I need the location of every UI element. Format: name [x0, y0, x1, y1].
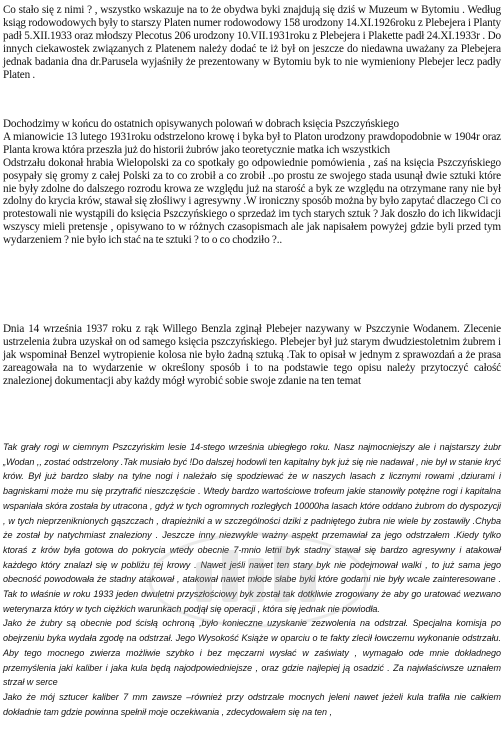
paragraph-text: Odstrzału dokonał hrabia Wielopolski za co spotkały go odpowiednie pomówienia , zaś na księcia Pszczyńskiego posypały się gromy z całej Polski za to co zrobił a co zrobił ..po prostu ze swojego stada usunął dwie sztuki które nie były zdolne do dalszego rozrodu krowa ze względu już na starość a byk ze względu na otrzymane rany nie był zdolny do krycia krów, stawał się złośliwy i agresywny .W ironiczny sposób można by było zapytać dlaczego Ci co protestowali nie wystąpili do księcia Pszczyńskiego o sprzedaż im tych starych sztuk ? Jak doszło do ich likwidacji wszyscy mieli pretensje , opisywano to w różnych czasopismach ale jak napisałem powyżej gdzie byli przed tym wydarzeniem ? nie było ich stać na te sztuki ? to o co chodziło ?..: [3, 156, 501, 247]
paragraph-heading-line: Dochodzimy w końcu do ostatnich opisywanych polowań w dobrach księcia Pszczyńskiego: [3, 118, 399, 130]
quote-paragraph: Jako że żubry są obecnie pod ścisłą ochroną ,było konieczne uzyskanie zezwolenia na odstrzał. Specjalna komisja po obejrzeniu byka wydała zgodę na odstrzał. Jego Wysokość Książe w oparciu o te fakty zlecił łowczemu wykonanie odstrzału. Aby tego mocnego zwierza możliwie szybko i bez męczarni wysłać w zaświaty , wymagało ode mnie dokładnego przemyślenia jaki kaliber i jaka kula będą najodpowiedniejsze , oraz gdzie najlepiej ją osadzić . Za najwłaściwsze uznałem strzał w serce: [3, 618, 501, 688]
quote-paragraph: Tak grały rogi w ciemnym Pszczyńskim lesie 14-stego września ubiegłego roku. Nasz najmocniejszy ale i najstarszy żubr „Wodan ,, zostać odstrzelony .Tak musiało być !Do dalszej hodowli ten kapitalny byk już się nie nadawał , nie był w stanie kryć krów. Był już bardzo słaby na tylne nogi i należało się spodziewać że w naszych lasach z licznymi rowami ,dziurami i bagniskami może mu się przytrafić nieszczęście . Wtedy bardzo wartościowe trofeum jakie stanowiły potężne rogi i kapitalna wspaniała skóra została by utracona , gdyż w tych ogromnych rozległych 10000ha lasach które oddano żubrom do dyspozycji , w tych nieprzeniknionych gąszczach , drapieżniki a w szczególności dziki z padniętego żubra nie wiele by zostawiły .Chyba że został by natychmiast znaleziony . Jeszcze inny niezwykle ważny aspekt przemawiał za jego odstrzałem .Kiedy tylko ktoraś z krów była gotowa do pokrycia wtedy obecnie 7-mnio letni byk stadny stawał się bardzo agresywny i atakował każdego który znalazł się w pobliżu tej krowy . Nawet jeśli nawet ten stary byk nie podejmował walki , to już sama jego obecność powodowała że stadny atakował , atakował nawet młode słabe byki które godami nie były wcale zainteresowane . Tak to właśnie w roku 1933 jeden dwuletni przyszłościowy byk został tak dotkliwie zrogowany że aby go uratować wezwano weterynarza który w tych ciężkich warunkach podjął się operacji , która się jednak nie powiodła.: [3, 442, 501, 614]
paragraph-text: Co stało się z nimi ? , wszystko wskazuje na to że obydwa byki znajdują się dziś w Muzeum w Bytomiu . Według ksiąg rodowodowych były to starszy Platen numer rodowodowy 158 urodzony 14.XI.1926roku z Plebejera i Planty padł 5.XII.1933 oraz młodszy Plecotus 206 urodzony 10.VII.1931roku z Plebejera i Plakette padł 24.XI.1933r . Do innych ciekawostek związanych z Platenem należy dodać te iż był on jeszcze do niedawna uważany za Plebejera jednak badania dna dr.Parusela wyjaśniły że prezentowany w Bytomiu byk to nie wymieniony Plebejer lecz padły Platen .: [3, 4, 501, 81]
paragraph-text: Dnia 14 września 1937 roku z rąk Willego Benzla zginął Plebejer nazywany w Pszczynie Wodanem. Zlecenie ustrzelenia żubra uzyskał on od samego księcia pszczyńskiego. Plebejer był już starym dwudziestoletnim żubrem i jak wspominał Benzel wytropienie kolosa nie było żadną sztuką .Tak to opisał w jednym z sprawozdań a że prasa zareagowała na to wydarzenie w określony sposób i to na podstawie tego opisu należy przytoczyć całość znalezionej dokumentacji aby każdy mógł wyrobić sobie swoje zdanie na ten temat: [3, 323, 501, 387]
paragraph-plebejer-1937: [3, 323, 501, 388]
paragraph-last-hunts: [3, 118, 501, 247]
paragraph-text: A mianowicie 13 lutego 1931roku odstrzelono krowę i byka był to Platon urodzony prawdopodobnie w 1904r oraz Planta krowa która przeszła już do historii żubrów jako teoretycznie matka ich wszystkich: [3, 130, 501, 156]
paragraph-museum-bytom: [3, 4, 501, 81]
quoted-report: [3, 440, 501, 719]
quote-paragraph: Jako że mój sztucer kaliber 7 mm zawsze –również przy odstrzale mocnych jeleni nawet jeżeli kula trafiła nie całkiem dokładnie tam gdzie powinna spełnił moje oczekiwania , zdecydowałem się na ten ,: [3, 691, 501, 717]
